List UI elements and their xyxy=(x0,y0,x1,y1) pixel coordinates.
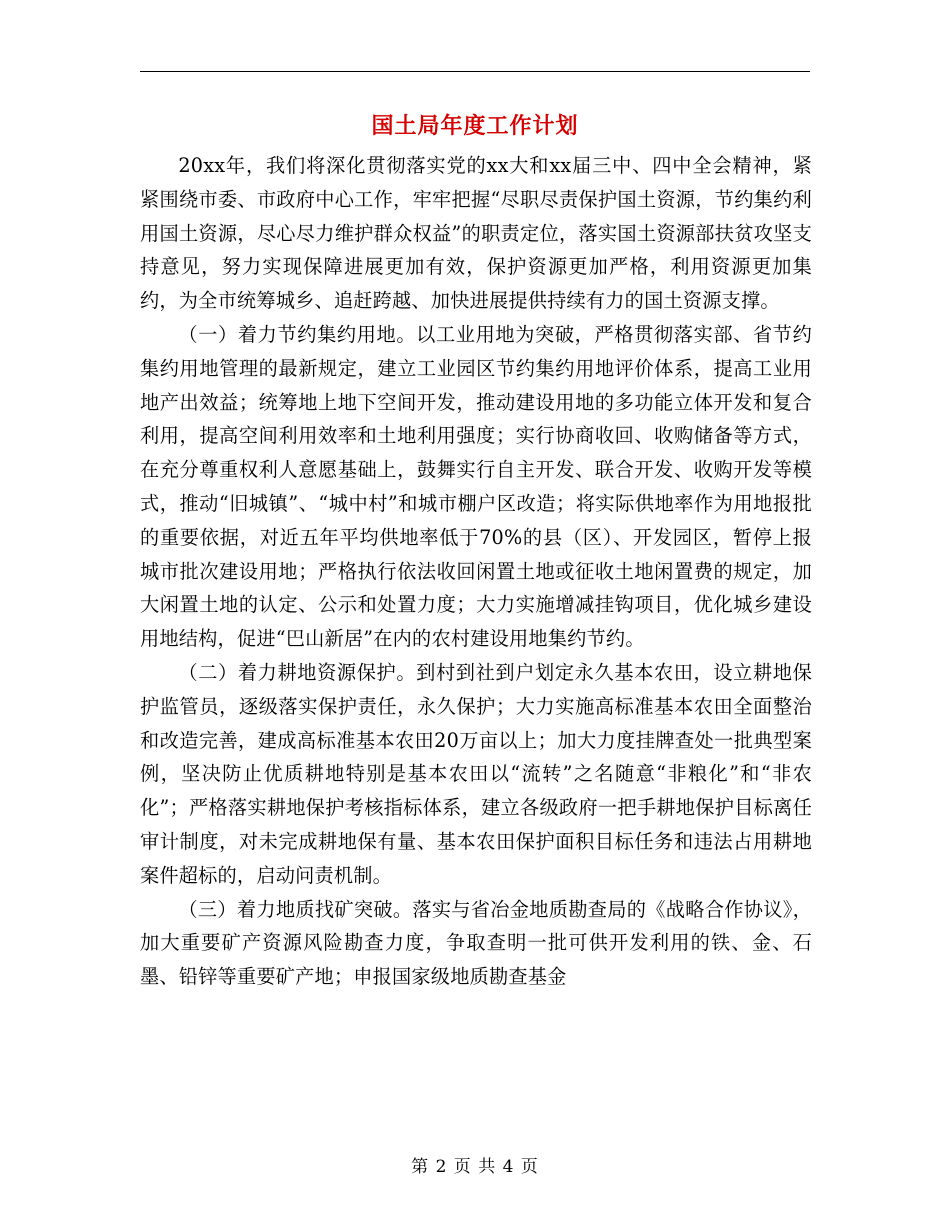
page-number-footer: 第 2 页 共 4 页 xyxy=(411,1157,539,1177)
paragraph-section-2: （二）着力耕地资源保护。到村到社到户划定永久基本农田，设立耕地保护监管员，逐级落实保护责任，永久保护；大力实施高标准基本农田全面整治和改造完善，建成高标准基本农田20万亩以上；加大力度挂牌查处一批典型案例，坚决防止优质耕地特别是基本农田以“流转”之名随意“非粮化”和“非农化”；严格落实耕地保护考核指标体系，建立各级政府一把手耕地保护目标离任审计制度，对未完成耕地保有量、基本农田保护面积目标任务和违法占用耕地案件超标的，启动问责机制。 xyxy=(140,660,812,887)
paragraph-section-1: （一）着力节约集约用地。以工业用地为突破，严格贯彻落实部、省节约集约用地管理的最新规定，建立工业园区节约集约用地评价体系，提高工业用地产出效益；统筹地上地下空间开发，推动建设用地的多功能立体开发和复合利用，提高空间利用效率和土地利用强度；实行协商收回、收购储备等方式，在充分尊重权利人意愿基础上，鼓舞实行自主开发、联合开发、收购开发等模式，推动“旧城镇”、“城中村”和城市棚户区改造；将实际供地率作为用地报批的重要依据，对近五年平均供地率低于70%的县（区）、开发园区，暂停上报城市批次建设用地；严格执行依法收回闲置土地或征收土地闲置费的规定，加大闲置土地的认定、公示和处置力度；大力实施增减挂钩项目，优化城乡建设用地结构，促进“巴山新居”在内的农村建设用地集约节约。 xyxy=(140,322,812,651)
header-rule xyxy=(140,71,810,72)
paragraph-section-3: （三）着力地质找矿突破。落实与省冶金地质勘查局的《战略合作协议》，加大重要矿产资源风险勘查力度，争取查明一批可供开发利用的铁、金、石墨、铅锌等重要矿产地；申报国家级地质勘查基金 xyxy=(140,897,812,989)
paragraph-intro: 20xx年，我们将深化贯彻落实党的xx大和xx届三中、四中全会精神，紧紧围绕市委、市政府中心工作，牢牢把握“尽职尽责保护国土资源，节约集约利用国土资源，尽心尽力维护群众权益”的职责定位，落实国土资源部扶贫攻坚支持意见，努力实现保障进展更加有效，保护资源更加严格，利用资源更加集约，为全市统筹城乡、追赶跨越、加快进展提供持续有力的国土资源支撑。 xyxy=(140,154,812,313)
document-title: 国土局年度工作计划 xyxy=(371,113,579,139)
document-body xyxy=(140,149,812,994)
